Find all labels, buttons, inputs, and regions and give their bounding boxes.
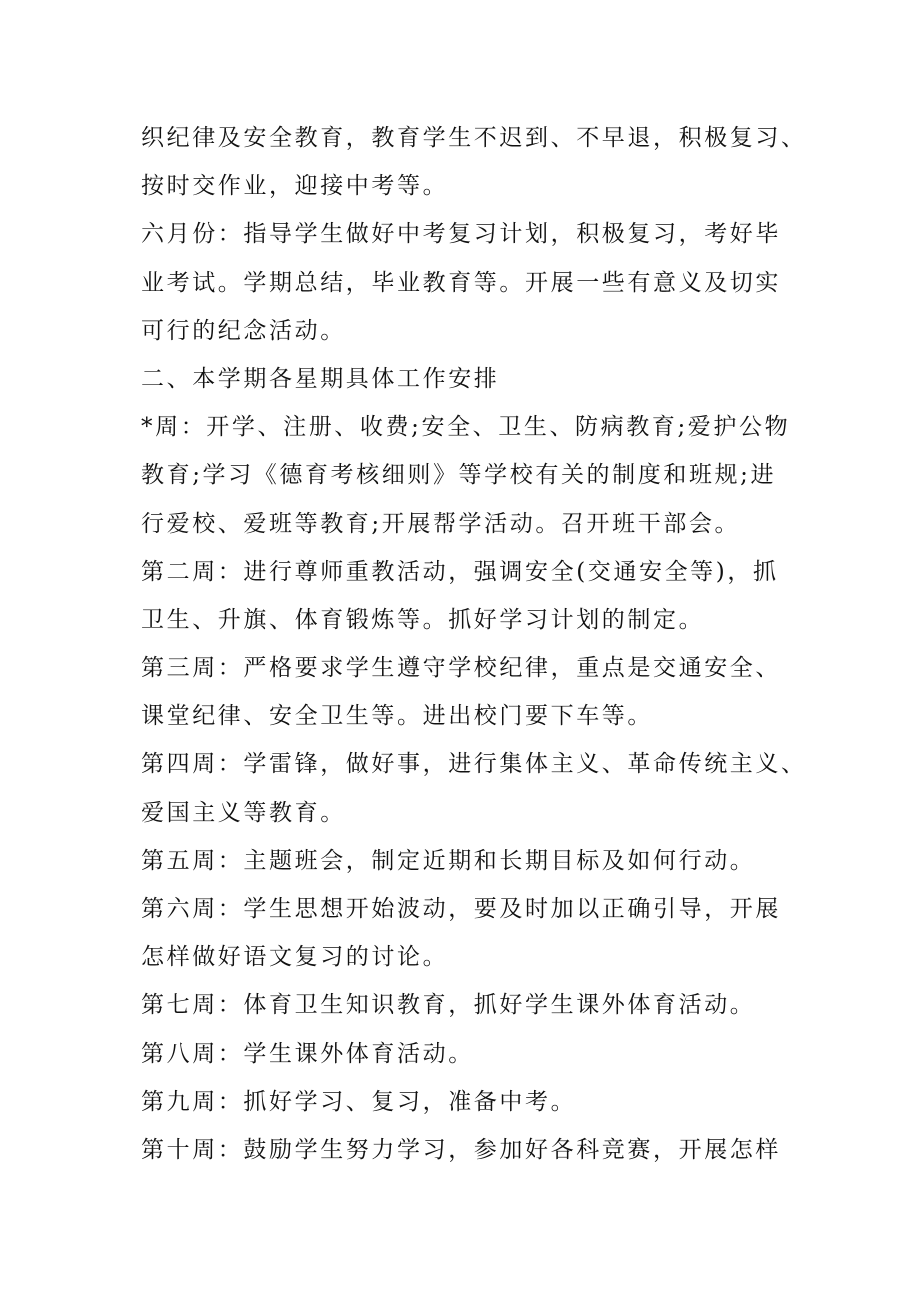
text-line: *周：开学、注册、收费;安全、卫生、防病教育;爱护公物 xyxy=(141,414,791,441)
text-line: 六月份：指导学生做好中考复习计划，积极复习，考好毕 xyxy=(141,221,781,248)
text-line: 怎样做好语文复习的讨论。 xyxy=(141,944,449,971)
text-line: 第四周：学雷锋，做好事，进行集体主义、革命传统主义、 xyxy=(141,751,807,778)
text-line: 第三周：严格要求学生遵守学校纪律，重点是交通安全、 xyxy=(141,655,781,682)
text-line: 第八周：学生课外体育活动。 xyxy=(141,1040,474,1067)
text-line: 课堂纪律、安全卫生等。进出校门要下车等。 xyxy=(141,703,653,730)
text-line: 业考试。学期总结，毕业教育等。开展一些有意义及切实 xyxy=(141,269,781,296)
text-line: 第二周：进行尊师重教活动，强调安全(交通安全等)，抓 xyxy=(141,558,779,585)
text-line: 第六周：学生思想开始波动，要及时加以正确引导，开展 xyxy=(141,896,781,922)
document-body xyxy=(141,114,807,1174)
text-line: 爱国主义等教育。 xyxy=(141,799,346,826)
text-line: 行爱校、爱班等教育;开展帮学活动。召开班干部会。 xyxy=(141,510,741,537)
text-line: 卫生、升旗、体育锻炼等。抓好学习计划的制定。 xyxy=(141,606,705,633)
text-line: 织纪律及安全教育，教育学生不迟到、不早退，积极复习、 xyxy=(141,125,807,151)
text-line: 第五周：主题班会，制定近期和长期目标及如何行动。 xyxy=(141,847,756,874)
text-line: 第七周：体育卫生知识教育，抓好学生课外体育活动。 xyxy=(141,992,756,1019)
text-line: 第十周：鼓励学生努力学习，参加好各科竞赛，开展怎样 xyxy=(141,1136,781,1163)
text-line: 第九周：抓好学习、复习，准备中考。 xyxy=(141,1088,577,1115)
section-heading: 二、本学期各星期具体工作安排 xyxy=(141,365,500,392)
text-line: 按时交作业，迎接中考等。 xyxy=(141,173,449,200)
text-line: 教育;学习《德育考核细则》等学校有关的制度和班规;进 xyxy=(141,462,777,489)
text-line: 可行的纪念活动。 xyxy=(141,317,346,344)
